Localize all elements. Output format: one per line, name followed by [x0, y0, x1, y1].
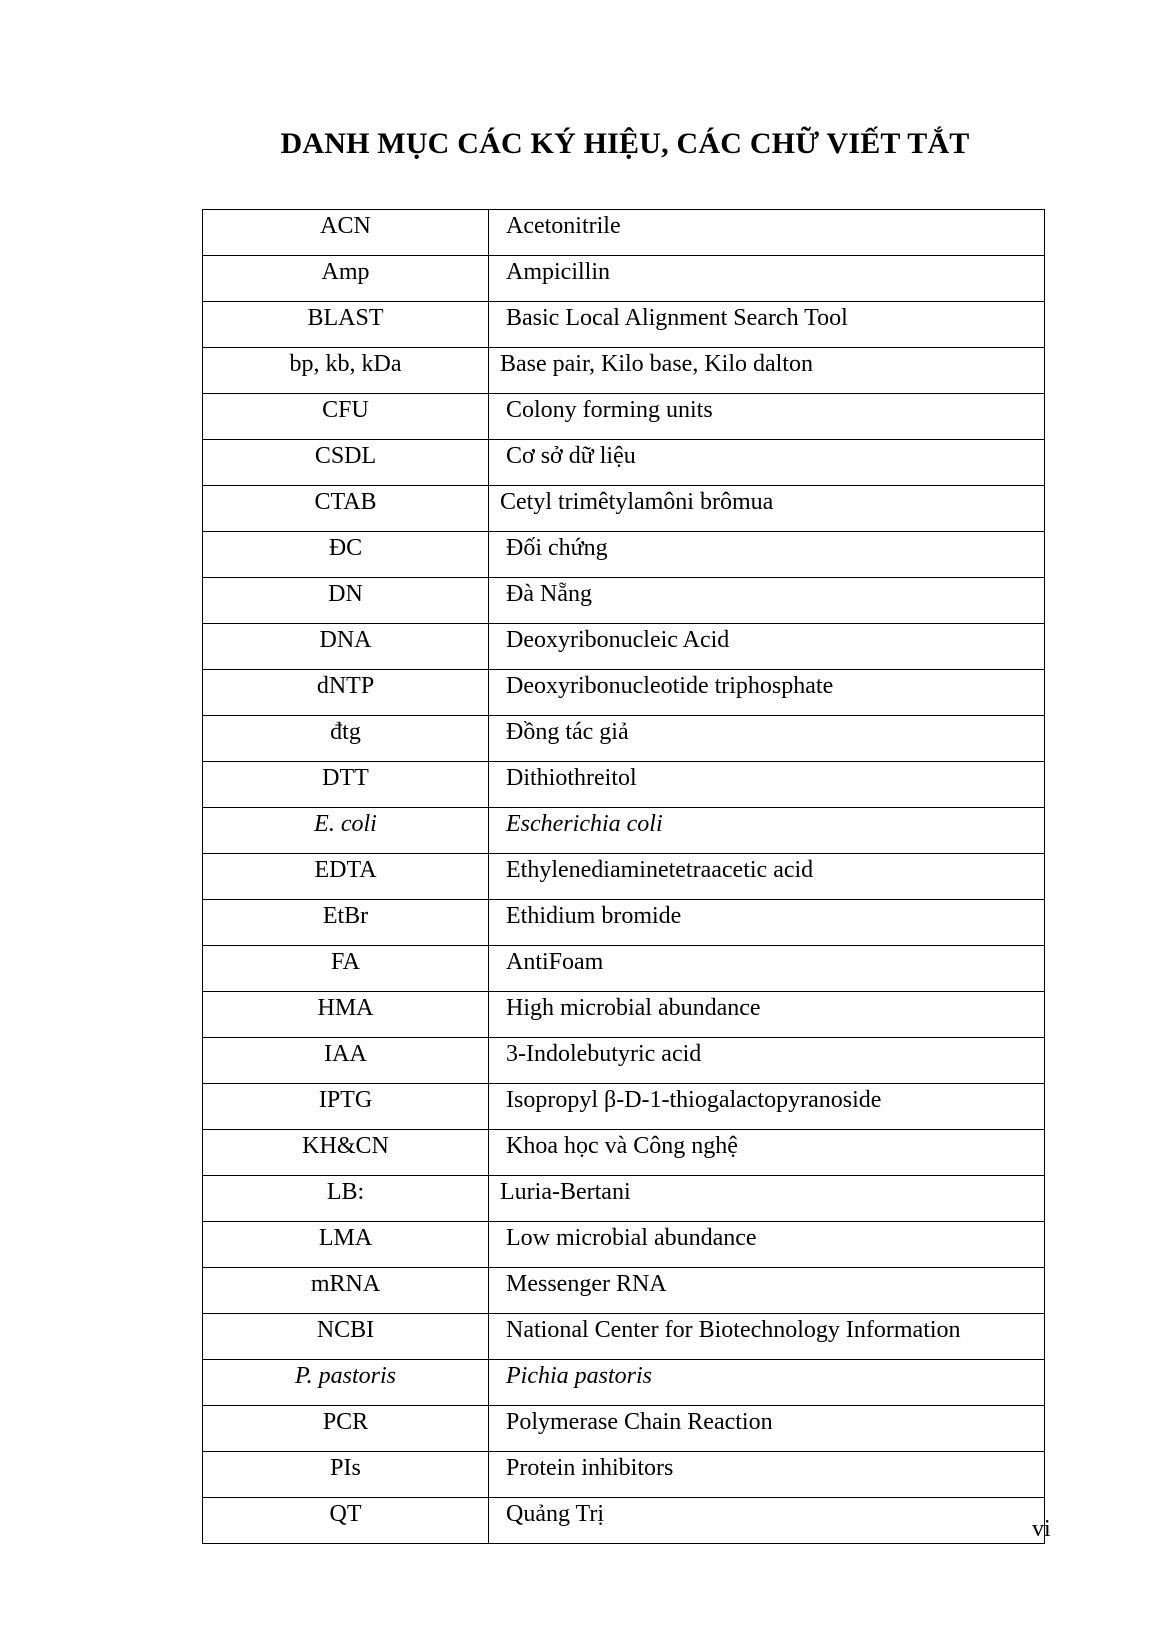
table-row: [203, 1222, 1045, 1268]
abbreviations-table: [202, 209, 1045, 1544]
table-row: [203, 440, 1045, 486]
table-row: [203, 1038, 1045, 1084]
abbreviation-cell: ĐC: [203, 532, 489, 578]
table-row: [203, 808, 1045, 854]
table-row: [203, 1360, 1045, 1406]
page-number: vi: [1032, 1516, 1051, 1542]
table-row: [203, 256, 1045, 302]
abbreviation-cell: KH&CN: [203, 1130, 489, 1176]
table-row: [203, 670, 1045, 716]
abbreviation-cell: dNTP: [203, 670, 489, 716]
abbreviation-cell: LB:: [203, 1176, 489, 1222]
definition-cell: Colony forming units: [489, 394, 1045, 440]
table-row: [203, 394, 1045, 440]
abbreviation-cell: bp, kb, kDa: [203, 348, 489, 394]
abbreviation-cell: EtBr: [203, 900, 489, 946]
definition-cell: Basic Local Alignment Search Tool: [489, 302, 1045, 348]
table-row: [203, 946, 1045, 992]
table-row: [203, 210, 1045, 256]
table-row: [203, 348, 1045, 394]
abbreviation-cell: CSDL: [203, 440, 489, 486]
abbreviation-cell: FA: [203, 946, 489, 992]
abbreviation-cell: DNA: [203, 624, 489, 670]
definition-cell: Isopropyl β-D-1-thiogalactopyranoside: [489, 1084, 1045, 1130]
abbreviation-cell: QT: [203, 1498, 489, 1544]
table-row: [203, 302, 1045, 348]
table-row: [203, 486, 1045, 532]
abbreviation-cell: IPTG: [203, 1084, 489, 1130]
abbreviation-cell: E. coli: [203, 808, 489, 854]
abbreviation-cell: mRNA: [203, 1268, 489, 1314]
definition-cell: Acetonitrile: [489, 210, 1045, 256]
definition-cell: 3-Indolebutyric acid: [489, 1038, 1045, 1084]
definition-cell: Cơ sở dữ liệu: [489, 440, 1045, 486]
definition-cell: Cetyl trimêtylamôni brômua: [489, 486, 1045, 532]
abbreviation-cell: HMA: [203, 992, 489, 1038]
table-row: [203, 1084, 1045, 1130]
definition-cell: Low microbial abundance: [489, 1222, 1045, 1268]
definition-cell: Deoxyribonucleotide triphosphate: [489, 670, 1045, 716]
abbreviation-cell: P. pastoris: [203, 1360, 489, 1406]
table-row: [203, 762, 1045, 808]
abbreviation-cell: DTT: [203, 762, 489, 808]
definition-cell: Đối chứng: [489, 532, 1045, 578]
table-row: [203, 1268, 1045, 1314]
table-row: [203, 1406, 1045, 1452]
definition-cell: Ampicillin: [489, 256, 1045, 302]
table-row: [203, 624, 1045, 670]
table-row: [203, 716, 1045, 762]
table-row: [203, 1130, 1045, 1176]
definition-cell: High microbial abundance: [489, 992, 1045, 1038]
definition-cell: Deoxyribonucleic Acid: [489, 624, 1045, 670]
definition-cell: Luria-Bertani: [489, 1176, 1045, 1222]
abbreviation-cell: đtg: [203, 716, 489, 762]
definition-cell: Ethylenediaminetetraacetic acid: [489, 854, 1045, 900]
table-row: [203, 1176, 1045, 1222]
abbreviation-cell: NCBI: [203, 1314, 489, 1360]
abbreviation-cell: EDTA: [203, 854, 489, 900]
abbreviation-cell: PCR: [203, 1406, 489, 1452]
definition-cell: Messenger RNA: [489, 1268, 1045, 1314]
table-row: [203, 900, 1045, 946]
definition-cell: Quảng Trị: [489, 1498, 1045, 1544]
abbreviation-cell: BLAST: [203, 302, 489, 348]
abbreviation-cell: PIs: [203, 1452, 489, 1498]
table-row: [203, 1498, 1045, 1544]
definition-cell: Base pair, Kilo base, Kilo dalton: [489, 348, 1045, 394]
abbreviation-cell: DN: [203, 578, 489, 624]
table-row: [203, 532, 1045, 578]
table-row: [203, 578, 1045, 624]
definition-cell: National Center for Biotechnology Information: [489, 1314, 1045, 1360]
abbreviation-cell: IAA: [203, 1038, 489, 1084]
definition-cell: Khoa học và Công nghệ: [489, 1130, 1045, 1176]
table-row: [203, 992, 1045, 1038]
abbreviation-cell: LMA: [203, 1222, 489, 1268]
definition-cell: Polymerase Chain Reaction: [489, 1406, 1045, 1452]
definition-cell: Ethidium bromide: [489, 900, 1045, 946]
definition-cell: Đồng tác giả: [489, 716, 1045, 762]
definition-cell: Đà Nẵng: [489, 578, 1045, 624]
definition-cell: Escherichia coli: [489, 808, 1045, 854]
table-row: [203, 1314, 1045, 1360]
abbreviation-cell: CFU: [203, 394, 489, 440]
table-row: [203, 854, 1045, 900]
definition-cell: Pichia pastoris: [489, 1360, 1045, 1406]
abbreviation-cell: Amp: [203, 256, 489, 302]
definition-cell: Dithiothreitol: [489, 762, 1045, 808]
page-title: DANH MỤC CÁC KÝ HIỆU, CÁC CHỮ VIẾT TẮT: [280, 127, 970, 160]
definition-cell: AntiFoam: [489, 946, 1045, 992]
abbreviation-cell: ACN: [203, 210, 489, 256]
table-row: [203, 1452, 1045, 1498]
definition-cell: Protein inhibitors: [489, 1452, 1045, 1498]
abbreviation-cell: CTAB: [203, 486, 489, 532]
